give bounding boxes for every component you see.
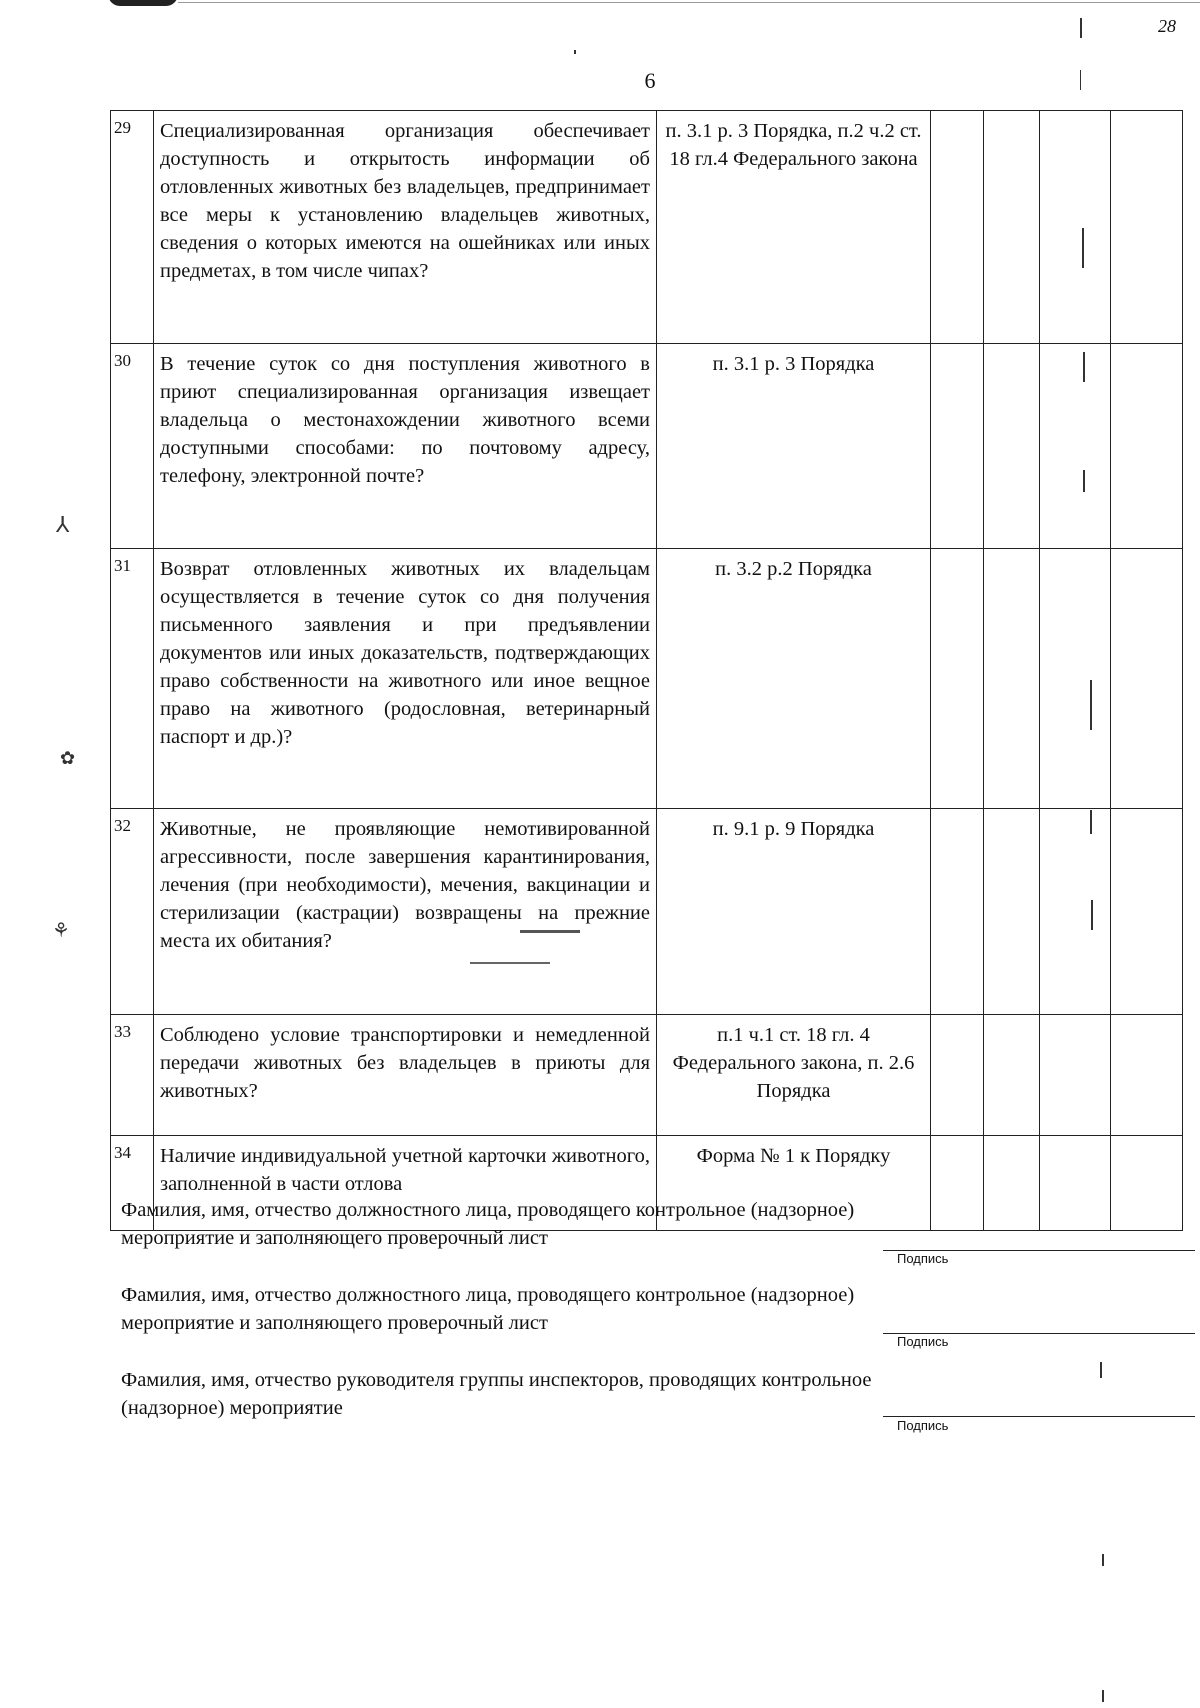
legal-reference: п. 9.1 р. 9 Порядка (657, 809, 931, 1015)
scan-speck (1082, 228, 1084, 268)
scan-speck (1091, 900, 1093, 930)
checklist-table (110, 110, 1183, 1231)
answer-yes-cell[interactable] (931, 549, 984, 809)
answer-no-cell[interactable] (984, 344, 1040, 549)
table-row (111, 549, 1183, 809)
scan-speck (1083, 352, 1085, 382)
signature-block (121, 1196, 1200, 1281)
row-number: 34 (111, 1136, 154, 1231)
scan-speck (1080, 70, 1081, 90)
answer-no-cell[interactable] (984, 809, 1040, 1015)
table-row (111, 111, 1183, 344)
legal-reference: п. 3.1 р. 3 Порядка, п.2 ч.2 ст. 18 гл.4 Федерального закона (657, 111, 931, 344)
answer-yes-cell[interactable] (931, 809, 984, 1015)
signature-caption: Подпись (897, 1334, 949, 1349)
scan-smudge (108, 0, 178, 6)
signature-block (121, 1281, 1200, 1366)
answer-na-cell[interactable] (1040, 344, 1111, 549)
question-text: Специализированная организация обеспечивает доступность и открытость информации об отловленных животных без владельцев, предпринимает все меры к установлению владельцев животных, сведения о которых имеются на ошейниках или иных предметах, в том числе чипах? (154, 111, 657, 344)
row-number: 29 (111, 111, 154, 344)
row-number: 31 (111, 549, 154, 809)
question-text: В течение суток со дня поступления животного в приют специализированная организация извещает владельца о местонахождении животного всеми доступными способами: по почтовому адресу, телефону, электронной почте? (154, 344, 657, 549)
scan-speck (574, 50, 576, 54)
scan-speck (470, 962, 550, 964)
question-text: Наличие индивидуальной учетной карточки животного, заполненной в части отлова (154, 1136, 657, 1231)
row-number: 32 (111, 809, 154, 1015)
note-cell[interactable] (1111, 111, 1183, 344)
question-text: Соблюдено условие транспортировки и немедленной передачи животных без владельцев в приюты для животных? (154, 1015, 657, 1136)
scan-speck (1102, 1554, 1104, 1566)
answer-na-cell[interactable] (1040, 549, 1111, 809)
note-cell[interactable] (1111, 809, 1183, 1015)
answer-yes-cell[interactable] (931, 1015, 984, 1136)
answer-no-cell[interactable] (984, 111, 1040, 344)
scan-speck (1102, 1690, 1104, 1702)
note-cell[interactable] (1111, 344, 1183, 549)
scan-speck (1100, 1362, 1102, 1378)
answer-na-cell[interactable] (1040, 809, 1111, 1015)
signature-caption: Подпись (897, 1418, 949, 1433)
scan-speck (1090, 680, 1092, 730)
legal-reference: п. 3.1 р. 3 Порядка (657, 344, 931, 549)
signature-label: Фамилия, имя, отчество должностного лица, проводящего контрольное (надзорное) мероприятие и заполняющего проверочный лист (121, 1284, 855, 1334)
row-number: 33 (111, 1015, 154, 1136)
signature-block (121, 1366, 1200, 1451)
corner-handwritten-mark: 28 (1158, 16, 1176, 36)
page-number: 6 (644, 68, 656, 93)
table-row (111, 1015, 1183, 1136)
top-rule (178, 2, 1200, 3)
question-text: Животные, не проявляющие немотивированной агрессивности, после завершения карантинирования, лечения (при необходимости), мечения, вакцинации и стерилизации (кастрации) возвращены на прежние места их обитания? (154, 809, 657, 1015)
margin-scribble: ✿ (60, 748, 76, 768)
signature-label: Фамилия, имя, отчество руководителя группы инспекторов, проводящих контрольное (надзорное) мероприятие (121, 1369, 872, 1419)
answer-yes-cell[interactable] (931, 111, 984, 344)
note-cell[interactable] (1111, 1015, 1183, 1136)
question-text: Возврат отловленных животных их владельцам осуществляется в течение суток со дня получения письменного заявления и при предъявлении документов или иных доказательств, подтверждающих право собственности на животного или иное вещное право на животного (родословная, ветеринарный паспорт и др.)? (154, 549, 657, 809)
legal-reference: п.1 ч.1 ст. 18 гл. 4 Федерального закона, п. 2.6 Порядка (657, 1015, 931, 1136)
scan-speck (520, 930, 580, 933)
legal-reference: п. 3.2 р.2 Порядка (657, 549, 931, 809)
row-number: 30 (111, 344, 154, 549)
answer-na-cell[interactable] (1040, 111, 1111, 344)
scan-speck (1080, 18, 1082, 38)
signature-section (121, 1196, 1200, 1451)
table-row (111, 809, 1183, 1015)
signature-caption: Подпись (897, 1251, 949, 1266)
answer-no-cell[interactable] (984, 549, 1040, 809)
signature-label: Фамилия, имя, отчество должностного лица, проводящего контрольное (надзорное) мероприятие и заполняющего проверочный лист (121, 1199, 855, 1249)
answer-na-cell[interactable] (1040, 1015, 1111, 1136)
margin-scribble: ⅄ (56, 512, 70, 537)
note-cell[interactable] (1111, 549, 1183, 809)
signature-line[interactable] (883, 1416, 1195, 1417)
legal-reference: Форма № 1 к Порядку (657, 1136, 931, 1231)
answer-yes-cell[interactable] (931, 344, 984, 549)
margin-scribble: ⚘ (52, 920, 70, 942)
table-row (111, 344, 1183, 549)
answer-no-cell[interactable] (984, 1015, 1040, 1136)
scan-speck (1090, 810, 1092, 834)
scan-speck (1083, 470, 1085, 492)
